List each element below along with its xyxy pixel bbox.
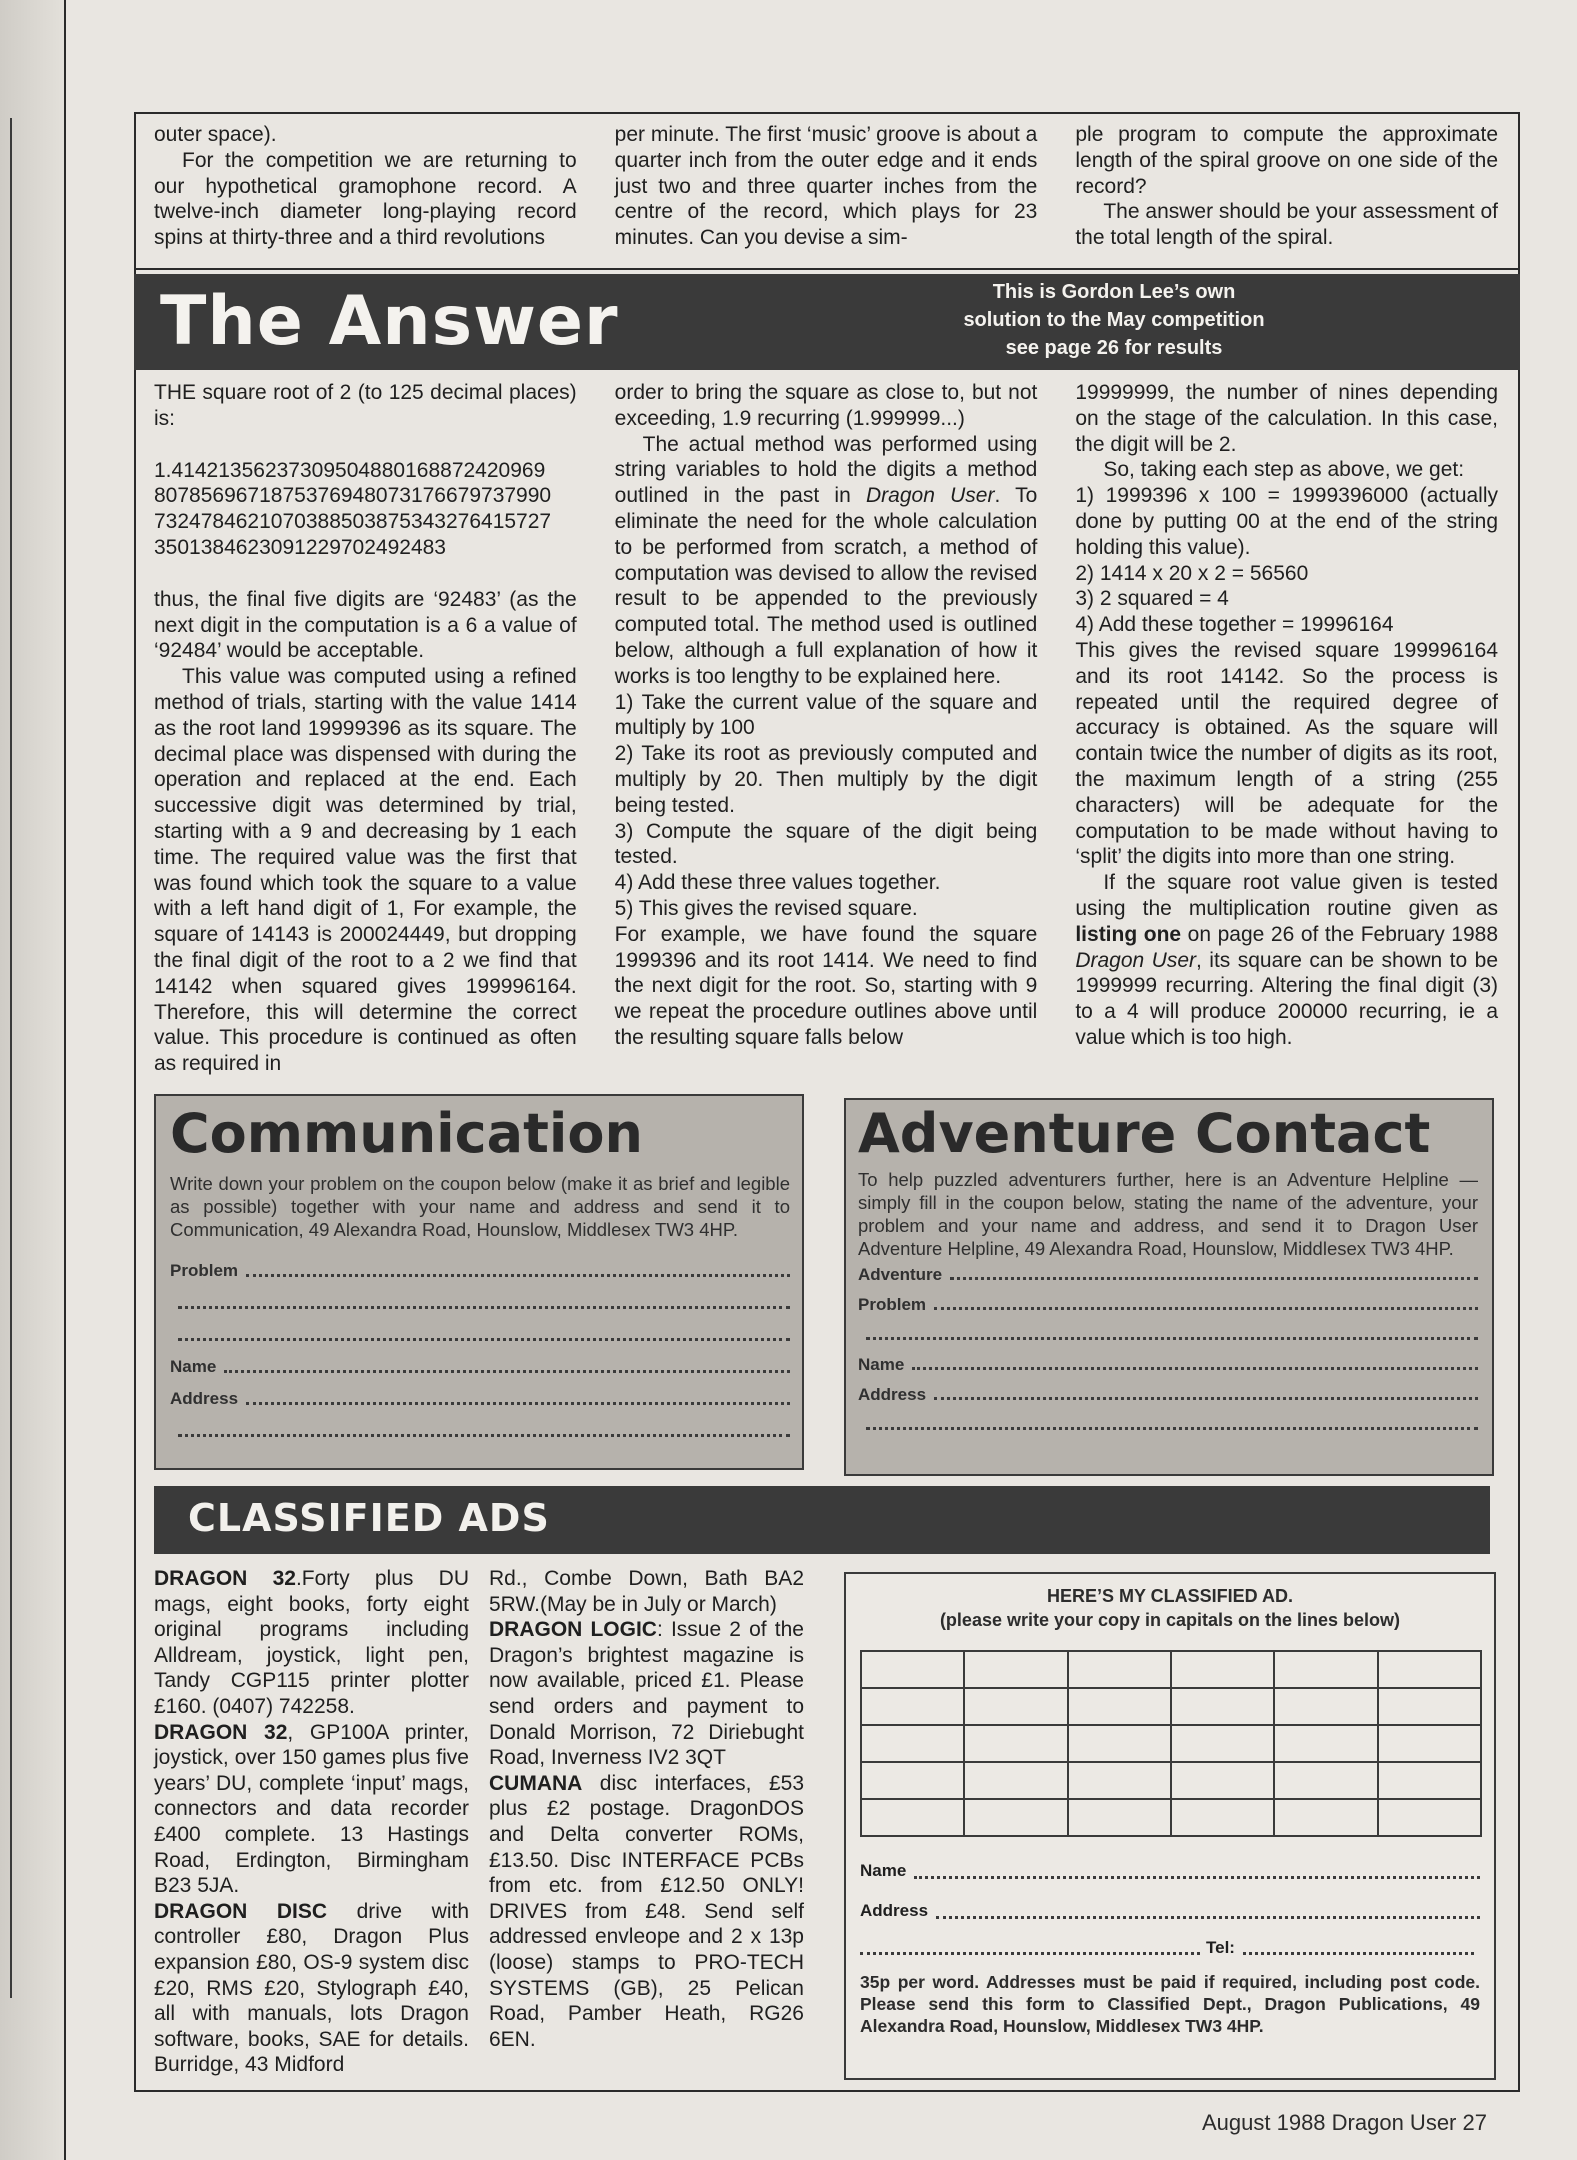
ad-heading: DRAGON 32 — [154, 1720, 288, 1744]
word-box[interactable] — [1068, 1762, 1171, 1799]
answer-text: This value was computed using a refined method of trials, starting with the value 1414 as the root land 19999396 as its square. The decimal place was dispensed with during the operation and replaced at the end. Each successive digit was determined by trial, starting with a 9 and decreasing by 1 each time. The required value was the first that was found which took the square to a value with a left hand digit of 1, For example, the square of 14143 is 200024449, but dropping the final digit of the root to a 2 we find that 14142 when squared gives 199996164. Therefore, this will determine the correct value. This procedure is continued as often as required in — [154, 665, 577, 1076]
answer-text: THE square root of 2 (to 125 decimal places) is: — [154, 381, 577, 430]
method-step: 3) Compute the square of the digit being tested. — [614, 819, 1038, 869]
intro-col-3 — [1075, 122, 1498, 254]
example-step: 3) 2 squared = 4 — [1075, 587, 1229, 611]
tel-row[interactable] — [860, 1931, 1480, 1965]
answer-subtitle-line: This is Gordon Lee’s own — [992, 281, 1236, 303]
example-step: 4) Add these together = 19996164 — [1075, 613, 1394, 637]
field-label: Address — [860, 1901, 929, 1920]
word-box[interactable] — [1378, 1651, 1481, 1688]
ad-body: Rd., Combe Down, Bath BA2 5RW.(May be in July or March) — [489, 1567, 804, 1616]
word-box[interactable] — [1274, 1799, 1377, 1836]
grid-row — [861, 1725, 1481, 1762]
ad-heading: CUMANA — [489, 1771, 583, 1795]
grid-row — [861, 1651, 1481, 1688]
word-box[interactable] — [1171, 1762, 1274, 1799]
spine-rule — [10, 118, 12, 1998]
word-box[interactable] — [1171, 1799, 1274, 1836]
word-box[interactable] — [861, 1651, 964, 1688]
classified-banner — [154, 1486, 1490, 1554]
dotted-line — [246, 1383, 790, 1405]
answer-subtitle-line: solution to the May competition — [963, 309, 1265, 331]
problem-field[interactable] — [858, 1290, 1478, 1320]
word-box[interactable] — [1274, 1762, 1377, 1799]
answer-col-3 — [1075, 380, 1498, 1077]
classified-order-form — [844, 1572, 1496, 2080]
answer-subtitle — [874, 278, 1354, 362]
word-box[interactable] — [1274, 1725, 1377, 1762]
address-field[interactable] — [170, 1383, 790, 1415]
answer-text-part: on page 26 of the February 1988 — [1181, 922, 1499, 946]
word-box[interactable] — [1378, 1688, 1481, 1725]
intro-text: For the competition we are returning to our hypothetical gramophone record. A twelve-inch diameter long-playing record spins at thirty-three and a third revolutions — [154, 148, 577, 250]
ad-body: .Forty plus DU mags, eight books, forty eight original programs including Alldream, joystick, light pen, Tandy CGP115 printer plotter £160. (0407) 742258. — [154, 1567, 469, 1718]
dotted-line — [934, 1290, 1478, 1310]
answer-text: This gives the revised square 199996164 and its root 14142. So the process is repeated until the required degree of accuracy is obtained. As the square will contain twice the number of digits as its root, the maximum length of a string (255 characters) will be adequate for the computation to be made without having to ‘split’ the digits into more than one string. — [1075, 638, 1499, 869]
answer-text-part: , its square can be shown to be 1999999 recurring. Altering the final digit (3) to a 4 will produce 200000 recurring, ie a value which is too high. — [1075, 948, 1499, 1049]
address-continuation-line — [860, 1931, 1200, 1955]
method-step: 5) This gives the revised square. — [614, 896, 918, 920]
problem-continuation-field[interactable] — [170, 1319, 790, 1351]
classified-ad — [489, 1771, 804, 2053]
intro-text: The answer should be your assessment of the total length of the spiral. — [1075, 200, 1499, 250]
listing-ref: listing one — [1075, 922, 1182, 946]
word-box[interactable] — [1171, 1725, 1274, 1762]
field-label: Name — [860, 1861, 907, 1880]
word-box[interactable] — [964, 1725, 1067, 1762]
classified-ad — [154, 1899, 469, 2078]
intro-text: ple program to compute the approximate length of the spiral groove on one side of the record? — [1075, 123, 1499, 198]
intro-text: per minute. The first ‘music’ groove is about a quarter inch from the outer edge and it ends just two and three quarter inches from the centre of the record, which plays for 23 minutes. Can you devise a sim- — [614, 123, 1038, 250]
problem-field[interactable] — [170, 1255, 790, 1287]
address-field[interactable] — [858, 1380, 1478, 1410]
magazine-name: Dragon User — [1075, 948, 1197, 972]
answer-col-2 — [615, 380, 1038, 1077]
address-field[interactable] — [860, 1891, 1480, 1931]
word-box[interactable] — [1274, 1688, 1377, 1725]
adventure-instructions: To help puzzled adventurers further, here is an Adventure Helpline — simply fill in the coupon below, stating the name of the adventure, your problem and your name and address, and send it to Dragon User Adventure Helpline, 49 Alexandra Road, Hounslow, Middlesex TW3 4HP. — [858, 1169, 1478, 1259]
dotted-line — [178, 1415, 790, 1437]
answer-text: So, taking each step as above, we get: — [1103, 458, 1465, 482]
method-step: 4) Add these three values together. — [614, 871, 941, 895]
dotted-line — [912, 1350, 1478, 1370]
classified-columns — [154, 1566, 804, 2078]
ad-body: : Issue 2 of the Dragon’s brightest magazine is now available, priced £1. Please send orders and payment to Donald Morrison, 72 Diriebught Road, Inverness IV2 3QT — [489, 1618, 804, 1770]
method-step: 1) Take the current value of the square and multiply by 100 — [614, 690, 1038, 740]
classified-col-1 — [154, 1566, 469, 2078]
field-label: Name — [170, 1357, 217, 1376]
name-field[interactable] — [170, 1351, 790, 1383]
field-label: Problem — [858, 1295, 927, 1314]
answer-text — [615, 432, 1038, 690]
dotted-line — [246, 1255, 790, 1277]
ad-heading: DRAGON 32 — [154, 1567, 296, 1590]
field-label: Address — [858, 1385, 927, 1404]
communication-coupon — [154, 1094, 804, 1470]
problem-continuation-field[interactable] — [858, 1320, 1478, 1350]
field-label: Adventure — [858, 1265, 943, 1284]
form-heading: HERE’S MY CLASSIFIED AD. — [1046, 1586, 1294, 1606]
tel-label: Tel: — [1206, 1938, 1235, 1957]
word-box[interactable] — [1274, 1651, 1377, 1688]
intro-col-1 — [154, 122, 577, 254]
classified-ad — [489, 1617, 804, 1771]
word-box[interactable] — [861, 1688, 964, 1725]
field-label: Problem — [170, 1261, 239, 1280]
word-box[interactable] — [1171, 1651, 1274, 1688]
field-label: Address — [170, 1389, 239, 1408]
method-step: 2) Take its root as previously computed and multiply by 20. Then multiply by the digit being tested. — [614, 742, 1038, 817]
word-box[interactable] — [964, 1688, 1067, 1725]
answer-text: order to bring the square as close to, but not exceeding, 1.9 recurring (1.999999...) — [614, 381, 1038, 430]
answer-text: 19999999, the number of nines depending on the stage of the calculation. In this case, the digit will be 2. — [1075, 381, 1499, 456]
form-fields — [860, 1851, 1480, 1965]
example-step: 1) 1999396 x 100 = 1999396000 (actually done by putting 00 at the end of the string holding this value). — [1075, 484, 1499, 559]
ad-heading: DRAGON LOGIC — [489, 1618, 657, 1642]
problem-continuation-field[interactable] — [170, 1287, 790, 1319]
name-field[interactable] — [858, 1350, 1478, 1380]
communication-fields — [170, 1255, 790, 1447]
answer-text-part: The actual method was performed using string variables to hold the digits a method outlined in the past in — [614, 432, 1038, 508]
answer-text — [1075, 870, 1498, 1051]
word-box[interactable] — [1378, 1799, 1481, 1836]
word-box[interactable] — [1068, 1725, 1171, 1762]
answer-text-part: If the square root value given is tested using the multiplication routine given as — [1075, 871, 1499, 920]
digit-line: 80785696718753769480731766797379​90 — [154, 484, 552, 508]
grid-row — [861, 1799, 1481, 1836]
intro-col-2 — [615, 122, 1038, 254]
dotted-line — [914, 1851, 1480, 1879]
word-box[interactable] — [861, 1725, 964, 1762]
example-step: 2) 1414 x 20 x 2 = 56560 — [1075, 561, 1309, 585]
classified-title: CLASSIFIED ADS — [188, 1496, 550, 1540]
adventure-contact-title: Adventure Contact — [858, 1102, 1431, 1165]
classified-col-2 — [489, 1566, 804, 2078]
answer-text: For example, we have found the square 1999396 and its root 1414. We need to find the next digit for the root. So, starting with 9 we repeat the procedure outlines above until the resulting square falls below — [614, 922, 1038, 1049]
name-field[interactable] — [860, 1851, 1480, 1891]
word-box[interactable] — [1171, 1688, 1274, 1725]
answer-banner — [134, 274, 1520, 370]
classified-ad — [489, 1566, 804, 1617]
word-box[interactable] — [1378, 1725, 1481, 1762]
field-label: Name — [858, 1355, 905, 1374]
digit-line: 73247846210703885038753432764157​27 — [154, 510, 552, 534]
answer-text: thus, the final five digits are ‘92483’ (as the next digit in the computation is a 6 a value of ‘92484’ would be acceptable. — [154, 587, 577, 663]
word-box[interactable] — [861, 1799, 964, 1836]
word-box[interactable] — [1068, 1688, 1171, 1725]
digit-line: 35013846230912297024924​83 — [154, 535, 446, 559]
ad-body: disc interfaces, £53 plus £2 postage. DragonDOS and Delta converter ROMs, £13.50. Disc INTERFACE PCBs from etc. from £12.50 ONLY! DRIVES from £48. Send self addressed envleope and 2 x 13p (loose) stamps to PRO-TECH SYSTEMS (GB), 25 Pelican Road, Pamber Heath, RG26 6EN. — [489, 1771, 804, 2051]
dotted-line — [950, 1260, 1478, 1280]
intro-columns — [154, 122, 1498, 254]
dotted-line — [224, 1351, 790, 1373]
dotted-line — [178, 1319, 790, 1341]
digit-line: 1.41421356237309504880168872420969 — [154, 458, 546, 482]
answer-subtitle-line: see page 26 for results — [1005, 337, 1223, 359]
dotted-line — [866, 1410, 1478, 1430]
address-continuation-field[interactable] — [858, 1410, 1478, 1440]
form-subheading: (please write your copy in capitals on the lines below) — [939, 1610, 1401, 1630]
section-divider — [134, 268, 1520, 270]
intro-text: outer space). — [154, 123, 277, 146]
grid-row — [861, 1688, 1481, 1725]
classified-ad — [154, 1720, 469, 1899]
communication-title: Communication — [170, 1102, 643, 1165]
dotted-line — [934, 1380, 1478, 1400]
word-box[interactable] — [1068, 1799, 1171, 1836]
answer-title: The Answer — [160, 282, 619, 361]
adventure-contact-coupon — [844, 1098, 1494, 1476]
ad-heading: DRAGON DISC — [154, 1899, 328, 1923]
word-box[interactable] — [964, 1651, 1067, 1688]
ad-copy-grid — [860, 1650, 1482, 1837]
word-box[interactable] — [964, 1762, 1067, 1799]
dotted-line — [866, 1320, 1478, 1340]
dotted-line — [936, 1891, 1480, 1919]
magazine-name: Dragon User — [866, 484, 995, 508]
word-box[interactable] — [1378, 1762, 1481, 1799]
form-footer: 35p per word. Addresses must be paid if required, including post code. Please send this form to Classified Dept., Dragon Publications, 49 Alexandra Road, Hounslow, Middlesex TW3 4HP. — [860, 1972, 1480, 2036]
communication-instructions: Write down your problem on the coupon below (make it as brief and legible as possible) together with your name and address and send it to Communication, 49 Alexandra Road, Hounslow, Middlesex TW3 4HP. — [170, 1173, 790, 1240]
answer-columns — [154, 380, 1498, 1077]
answer-text-part: . To eliminate the need for the whole calculation to be performed from scratch, a method of computation was devised to allow the revised result to be appended to the previously computed total. The method used is outlined below, although a full explanation of how it works is too lengthy to be explained here. — [614, 484, 1038, 688]
dotted-line — [178, 1287, 790, 1309]
adventure-fields — [858, 1260, 1478, 1440]
ad-body: drive with controller £80, Dragon Plus expansion £80, OS-9 system disc £20, RMS £20, Stylograph £40, all with manuals, lots Dragon software, books, SAE for details. Burridge, 43 Midford — [154, 1899, 469, 2077]
answer-col-1 — [154, 380, 577, 1077]
word-box[interactable] — [964, 1799, 1067, 1836]
tel-line — [1243, 1931, 1474, 1955]
word-box[interactable] — [1068, 1651, 1171, 1688]
adventure-name-field[interactable] — [858, 1260, 1478, 1290]
classified-ad — [154, 1566, 469, 1720]
grid-row — [861, 1762, 1481, 1799]
ad-body: , GP100A printer, joystick, over 150 games plus five years’ DU, complete ‘input’ mags, connectors and data recorder £400 complete. 13 Hastings Road, Erdington, Birmingham B23 5JA. — [154, 1720, 469, 1898]
word-box[interactable] — [861, 1762, 964, 1799]
sqrt-digits — [154, 458, 577, 561]
address-continuation-field[interactable] — [170, 1415, 790, 1447]
page-footer: August 1988 Dragon User 27 — [1202, 2110, 1487, 2135]
